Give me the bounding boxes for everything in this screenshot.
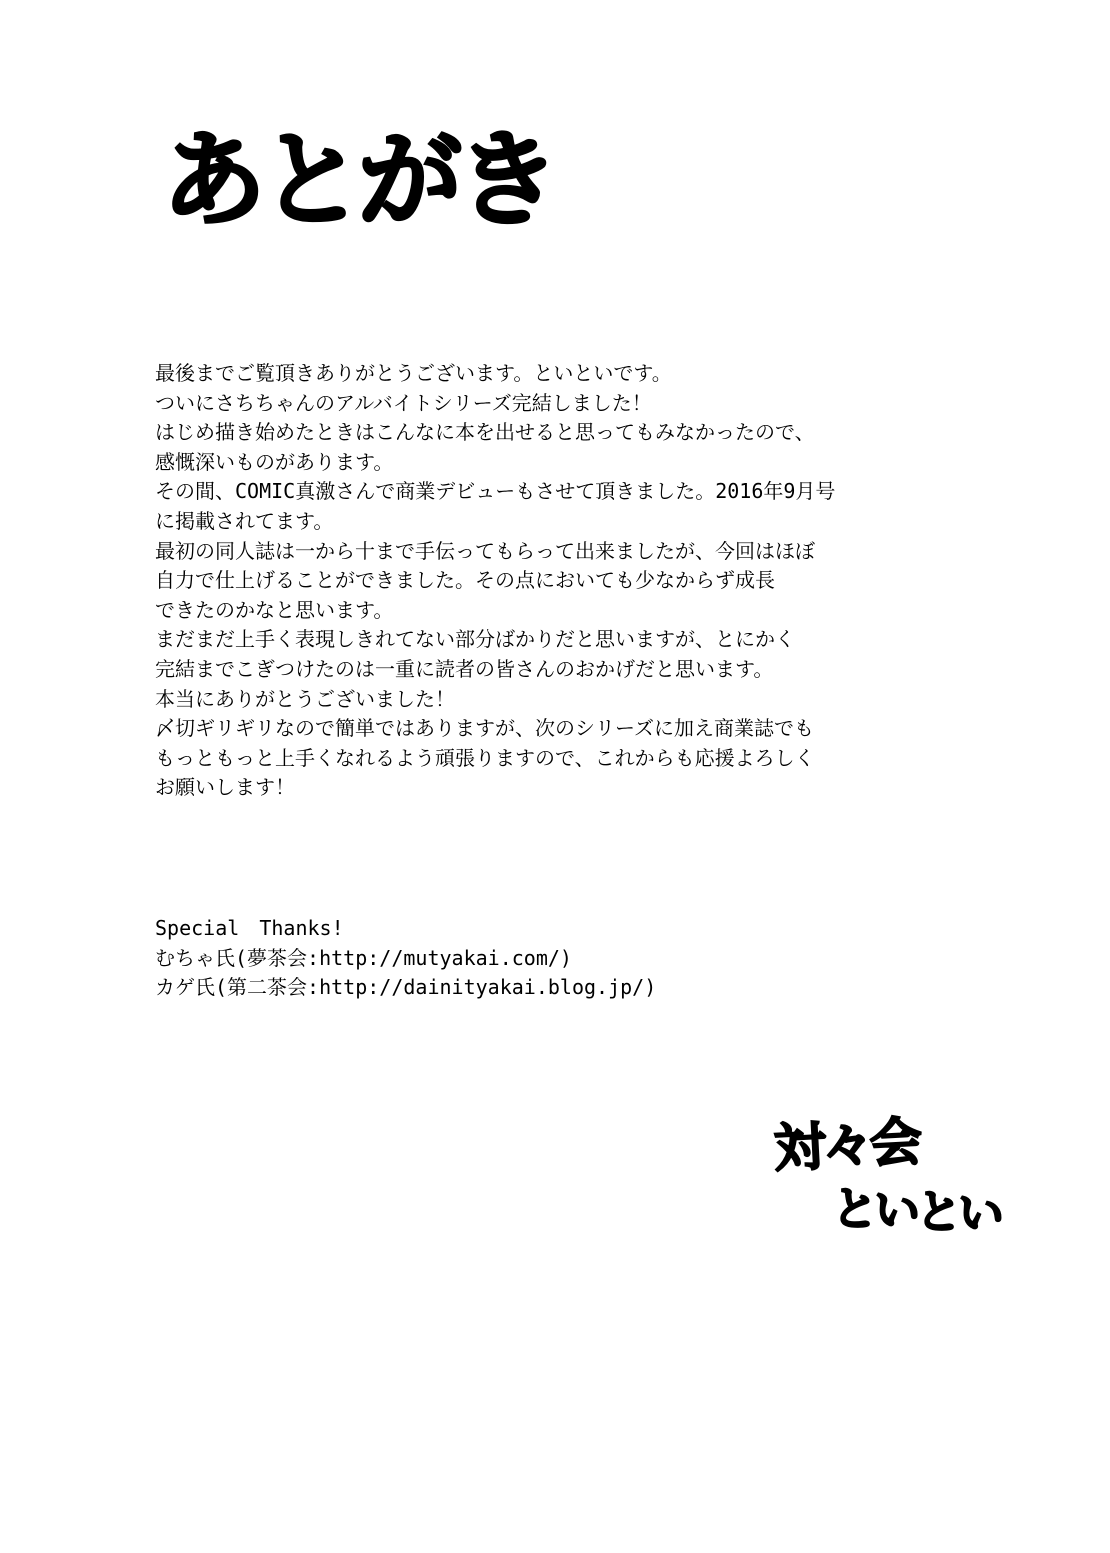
- page-title: あとがき: [162, 119, 555, 241]
- body-line: 完結までこぎつけたのは一重に読者の皆さんのおかげだと思います。: [155, 656, 774, 681]
- body-line: 本当にありがとうございました！: [155, 686, 455, 711]
- body-line: に掲載されてます。: [155, 508, 334, 533]
- thanks-entry: むちゃ氏(夢茶会:http://mutyakai.com/): [155, 945, 572, 970]
- body-line: 感慨深いものがあります。: [155, 449, 394, 474]
- signature: [770, 1112, 1001, 1250]
- special-thanks-heading: Special Thanks!: [155, 916, 344, 940]
- circle-name: 対々会: [772, 1112, 920, 1180]
- body-line: お願いします！: [155, 775, 295, 800]
- body-line: 自力で仕上げることができました。その点においても少なからず成長: [155, 568, 775, 593]
- afterword-body: [155, 359, 915, 803]
- body-line: はじめ描き始めたときはこんなに本を出せると思ってもみなかったので、: [155, 420, 815, 445]
- body-line: その間、COMIC真激さんで商業デビューもさせて頂きました。2016年9月号: [155, 479, 836, 504]
- thanks-entry: カゲ氏(第二茶会:http://dainityakai.blog.jp/): [155, 975, 657, 999]
- body-line: できたのかなと思います。: [155, 597, 394, 622]
- author-name: といとい: [831, 1181, 1001, 1241]
- body-line: ついにさちちゃんのアルバイトシリーズ完結しました！: [155, 390, 652, 415]
- body-line: 最後までご覧頂きありがとうございます。といといです。: [155, 361, 672, 385]
- body-line: 〆切ギリギリなので簡単ではありますが、次のシリーズに加え商業誌でも: [155, 716, 814, 741]
- body-line: もっともっと上手くなれるよう頑張りますので、これからも応援よろしく: [155, 745, 815, 770]
- special-thanks-section: [155, 914, 656, 1003]
- body-line: 最初の同人誌は一から十まで手伝ってもらって出来ましたが、今回はほぼ: [155, 538, 815, 563]
- body-line: まだまだ上手く表現しきれてない部分ばかりだと思いますが、とにかく: [155, 627, 795, 652]
